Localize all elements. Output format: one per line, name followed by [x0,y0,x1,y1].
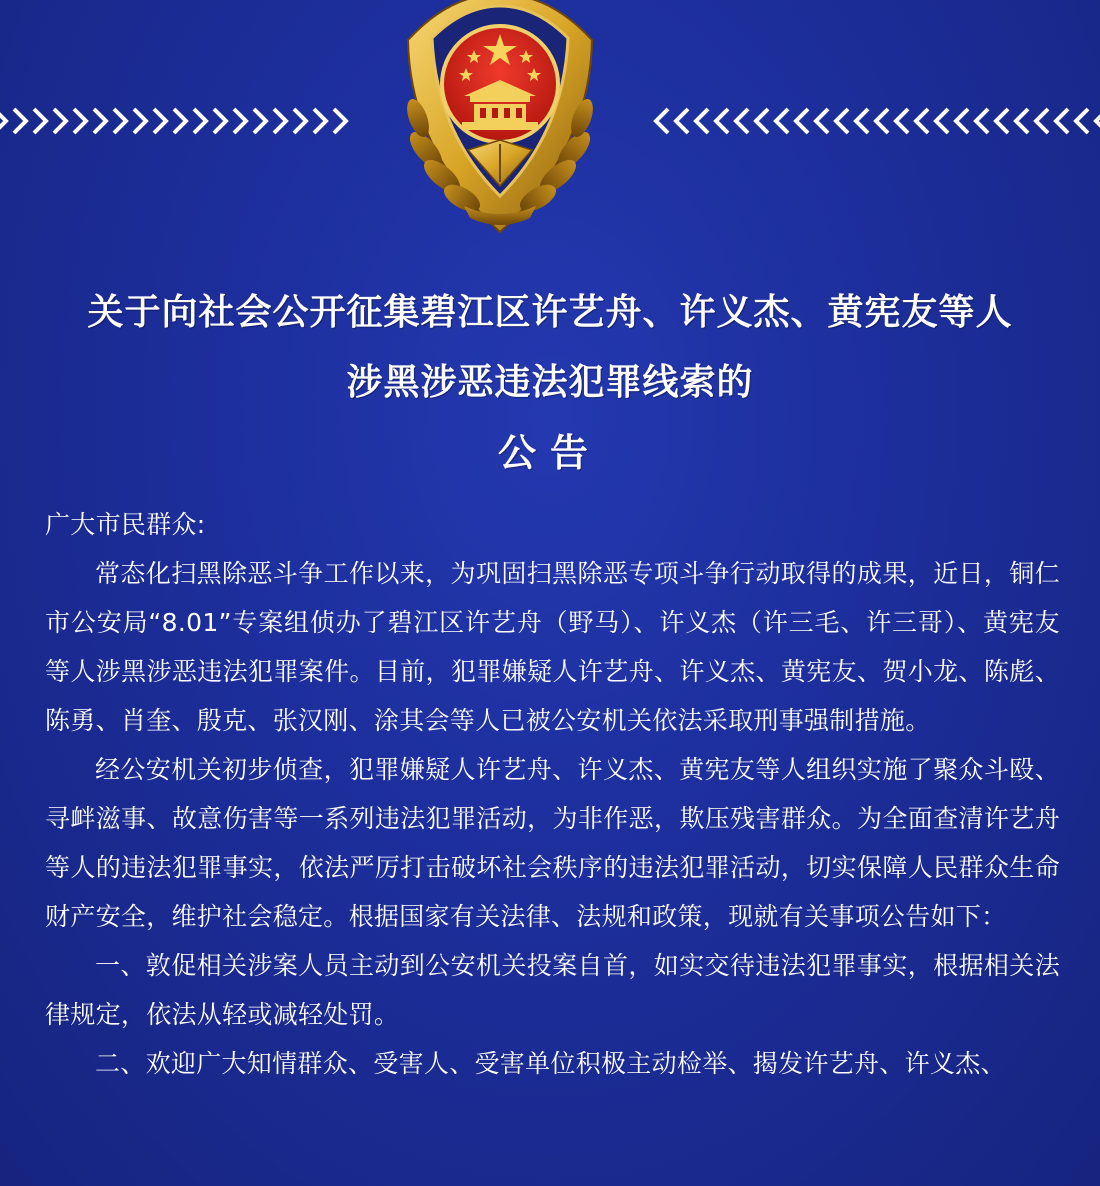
notice-title-line3: 公告 [497,430,602,475]
right-chevron-band [652,106,1100,136]
salutation: 广大市民群众: [45,510,206,539]
paragraph-4: 二、欢迎广大知情群众、受害人、受害单位积极主动检举、揭发许艺舟、许义杰、 [95,1049,1006,1078]
notice-body [45,500,1060,1088]
paragraph-2: 经公安机关初步侦查，犯罪嫌疑人许艺舟、许义杰、黄宪友等人组织实施了聚众斗殴、寻衅滋事、故意伤害等一系列违法犯罪活动，为非作恶，欺压残害群众。为全面查清许艺舟等人的违法犯罪事实，依法严厉打击破坏社会秩序的违法犯罪活动，切实保障人民群众生命财产安全，维护社会稳定。根据国家有关法律、法规和政策，现就有关事项公告如下： [45,755,1060,931]
left-chevron-band [0,106,350,136]
paragraph-3: 一、敦促相关涉案人员主动到公安机关投案自首，如实交待违法犯罪事实，根据相关法律规定，依法从轻或减轻处罚。 [45,951,1060,1029]
notice-title-line1: 关于向社会公开征集碧江区许艺舟、许义杰、黄宪友等人 [87,291,1013,333]
paragraph-1: 常态化扫黑除恶斗争工作以来，为巩固扫黑除恶专项斗争行动取得的成果，近日，铜仁市公安局“8.01”专案组侦办了碧江区许艺舟（野马）、许义杰（许三毛、许三哥）、黄宪友等人涉黑涉恶违法犯罪案件。目前，犯罪嫌疑人许艺舟、许义杰、黄宪友、贺小龙、陈彪、陈勇、肖奎、殷克、张汉刚、涂其会等人已被公安机关依法采取刑事强制措施。 [45,559,1060,735]
police-emblem-icon [380,0,620,240]
notice-title-line2: 涉黑涉恶违法犯罪线索的 [346,361,754,403]
